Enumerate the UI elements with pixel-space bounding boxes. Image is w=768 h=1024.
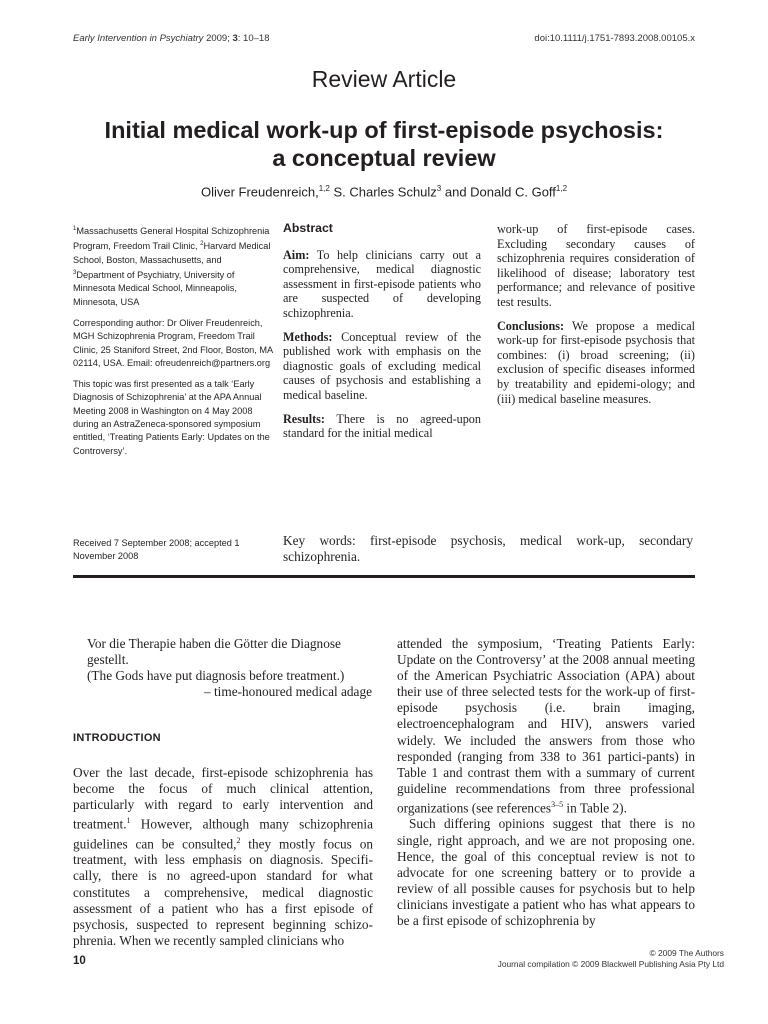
aim-text: To help clinicians carry out a comprehensive, medical diagnostic assessment in first-episode patients who are suspected of developing schizophrenia. bbox=[283, 247, 481, 320]
page-number: 10 bbox=[73, 955, 86, 967]
symposium-paragraph bbox=[397, 636, 695, 816]
introduction-heading: INTRODUCTION bbox=[73, 732, 161, 744]
author-3-affil: 1,2 bbox=[555, 184, 568, 193]
intro-paragraph-1 bbox=[73, 765, 373, 949]
affil-sup-1: 1 bbox=[73, 226, 77, 232]
intro-text-a: Over the last decade, first-episode schizophrenia has become the focus of much clinical attention, particularly with regard to early intervention and treatment. bbox=[73, 765, 373, 832]
body-column-left bbox=[73, 765, 373, 949]
journal-volume: 3 bbox=[232, 33, 238, 44]
affil-sup-2: 2 bbox=[200, 241, 204, 248]
journal-name: Early Intervention in Psychiatry bbox=[73, 33, 204, 44]
results-label: Results: bbox=[283, 411, 325, 426]
journal-pages: : 10–18 bbox=[237, 33, 270, 44]
article-title bbox=[40, 116, 728, 172]
abstract-heading: Abstract bbox=[283, 221, 333, 235]
copyright-authors: © 2009 The Authors bbox=[649, 948, 724, 958]
epigraph-quote: Vor die Therapie haben die Götter die Diagnose gestellt. bbox=[87, 636, 341, 667]
author-1-affil: 1,2 bbox=[318, 184, 330, 193]
abstract-results-cont: work-up of first-episode cases. Excluding secondary causes of schizophrenia requires consideration of likelihood of disease; laboratory test performance; and relevance of positive test results. bbox=[497, 222, 695, 309]
abstract-results-start bbox=[283, 412, 481, 441]
citation-ref-2[interactable]: 2 bbox=[236, 835, 241, 845]
intro-text-c: they mostly focus on treatment, with less emphasis on diagnosis. Specifi-cally, there is no agreed-upon standard for what constitutes a comprehensive, medical diagnostic assessment of a patient who has a first episode of psychosis, suspected to represent beginning schizo-phrenia. When we recently sampled clinicians who bbox=[73, 836, 373, 948]
keywords: Key words: first-episode psychosis, medical work-up, secondary schizophrenia. bbox=[283, 533, 693, 564]
section-divider bbox=[73, 575, 695, 578]
intro-text-b: However, although many schizophrenia guidelines can be consulted, bbox=[73, 816, 373, 852]
journal-year: 2009; bbox=[206, 33, 233, 44]
citation-ref-3-5[interactable]: 3–5 bbox=[551, 799, 564, 809]
body-column-right bbox=[397, 636, 695, 929]
affil-sup-3: 3 bbox=[73, 270, 77, 277]
results-text-a: There is no agreed-upon standard for the initial medical bbox=[283, 411, 481, 441]
author-list bbox=[0, 184, 768, 199]
epigraph-translation: (The Gods have put diagnosis before treatment.) bbox=[87, 668, 345, 683]
abstract-methods bbox=[283, 330, 481, 403]
affil-1: Massachusetts General Hospital Schizophrenia Program, Freedom Trail Clinic, bbox=[73, 226, 270, 252]
copyright-notice bbox=[498, 948, 724, 970]
abstract-column-2 bbox=[497, 222, 695, 415]
corresponding-author: Corresponding author: Dr Oliver Freudenreich, MGH Schizophrenia Program, Freedom Trail Clinic, 25 Staniford Street, 2nd Floor, Boston, MA 02114, USA. Email: ofreudenreich@partners.org bbox=[73, 317, 273, 368]
citation-ref-1[interactable]: 1 bbox=[126, 816, 131, 826]
abstract-conclusions bbox=[497, 319, 695, 407]
received-dates: Received 7 September 2008; accepted 1 November 2008 bbox=[73, 538, 240, 562]
symposium-text-a: attended the symposium, ‘Treating Patients Early: Update on the Controversy’ at the 2008 annual meeting of the American Psychiatric Association (APA) about their use of three selected tests for the work-up of first-episode psychosis (i.e. brain imaging, electroencephalogram and HIV), answers varied widely. We included the answers from those who responded (ranging from 338 to 361 partici-pants) in Table 1 and contrast them with a summary of current guideline recommendations from three professional organizations (see references bbox=[397, 636, 695, 816]
affiliations-column bbox=[73, 223, 273, 466]
title-line-2: a conceptual review bbox=[272, 145, 496, 171]
author-1: Oliver Freudenreich, bbox=[200, 184, 319, 200]
aim-label: Aim: bbox=[283, 247, 310, 262]
epigraph bbox=[87, 636, 372, 700]
presentation-note: This topic was first presented as a talk ‘Early Diagnosis of Schizophrenia’ at the APA Annual Meeting 2008 in Washington on 4 May 2008 during an AstraZeneca-sponsored symposium entitled, ‘Treating Patients Early: Updates on the Controversy’. bbox=[73, 379, 270, 456]
abstract-aim bbox=[283, 248, 481, 321]
conclusions-text: We propose a medical work-up for first-episode psychosis that combines: (i) broad screening; (ii) exclusion of specific diseases informed by treatability and epidemi-ology; and (iii) medical baseline measures. bbox=[497, 318, 695, 406]
running-header-citation bbox=[73, 33, 269, 44]
copyright-journal: Journal compilation © 2009 Blackwell Publishing Asia Pty Ltd bbox=[497, 959, 724, 969]
author-2-affil: 3 bbox=[436, 184, 442, 193]
author-3: and Donald C. Goff bbox=[441, 184, 556, 200]
methods-text: Conceptual review of the published work with emphasis on the diagnostic goals of excluding medical causes of psychosis and establishing a medical baseline. bbox=[283, 329, 481, 402]
goal-paragraph: Such differing opinions suggest that there is no single, right approach, and we are not proposing one. Hence, the goal of this conceptual review is not to advocate for one screening battery or to provide a review of all possible causes for psychosis but to help clinicians investigate a patient who has what appears to be a first episode of schizophrenia by bbox=[397, 816, 695, 929]
affil-2: Harvard Medical School, Boston, Massachusetts, and bbox=[73, 241, 271, 265]
methods-label: Methods: bbox=[283, 329, 333, 344]
affiliations bbox=[73, 223, 273, 309]
author-2: S. Charles Schulz bbox=[329, 184, 437, 200]
affil-3: Department of Psychiatry, University of Minnesota Medical School, Minneapolis, Minnesota, USA bbox=[73, 270, 237, 307]
abstract-column-1 bbox=[283, 221, 481, 450]
epigraph-attribution: – time-honoured medical adage bbox=[204, 684, 372, 699]
symposium-text-b: in Table 2). bbox=[563, 800, 627, 816]
section-type: Review Article bbox=[311, 66, 457, 92]
conclusions-label: Conclusions: bbox=[497, 318, 565, 333]
title-line-1: Initial medical work-up of first-episode psychosis: bbox=[104, 117, 664, 143]
doi-link[interactable]: doi:10.1111/j.1751-7893.2008.00105.x bbox=[534, 33, 695, 44]
